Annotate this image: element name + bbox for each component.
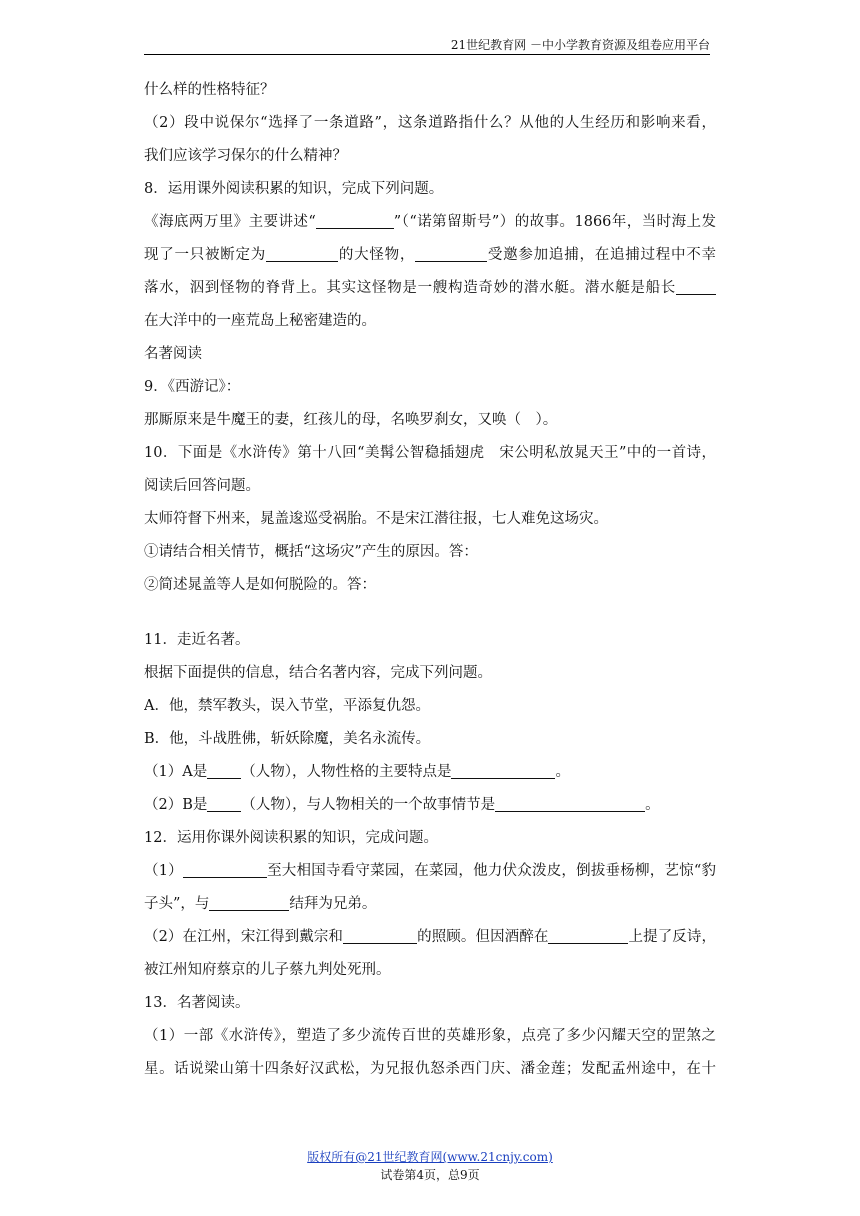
answer-blank[interactable]	[495, 795, 645, 812]
text-segment: ①请结合相关情节，概括“这场灾”产生的原因。答：	[144, 544, 478, 560]
answer-blank[interactable]	[207, 795, 241, 812]
page-header: 21世纪教育网 －中小学教育资源及组卷应用平台	[144, 36, 710, 55]
text-line	[144, 338, 716, 371]
text-segment: 受邀参加追捕，在追捕过程中不幸	[487, 247, 716, 263]
text-segment: 名著阅读	[144, 346, 202, 362]
text-line	[144, 107, 716, 140]
text-line	[144, 624, 716, 657]
answer-blank[interactable]	[183, 861, 267, 878]
text-segment: 太师符督下州来，晁盖逡巡受祸胎。不是宋江潜往报，七人难免这场灾。	[144, 511, 608, 527]
text-segment: 8．运用课外阅读积累的知识，完成下列问题。	[144, 181, 444, 197]
text-line	[144, 888, 716, 921]
text-line	[144, 789, 716, 822]
text-line	[144, 569, 716, 602]
text-line	[144, 657, 716, 690]
text-segment: 那厮原来是牛魔王的妻，红孩儿的母，名唤罗刹女，又唤（ ）。	[144, 412, 558, 428]
text-line	[144, 470, 716, 503]
page-number: 试卷第4页，总9页	[380, 1168, 480, 1182]
answer-blank[interactable]	[209, 894, 289, 911]
text-line	[144, 404, 716, 437]
text-segment: 的大怪物，	[338, 247, 416, 263]
text-segment: 子头”，与	[144, 896, 210, 912]
answer-blank[interactable]	[316, 212, 394, 229]
text-line	[144, 855, 716, 888]
text-line	[144, 987, 716, 1020]
text-line	[144, 536, 716, 569]
text-segment: 落水，泅到怪物的脊背上。其实这怪物是一艘构造奇妙的潜水艇。潜水艇是船长	[144, 280, 676, 296]
text-segment: 在大洋中的一座荒岛上秘密建造的。	[144, 313, 376, 329]
text-segment: 根据下面提供的信息，结合名著内容，完成下列问题。	[144, 665, 492, 681]
answer-blank[interactable]	[451, 762, 555, 779]
text-segment: 我们应该学习保尔的什么精神？	[144, 148, 347, 164]
text-segment: （1）一部《水浒传》，塑造了多少流传百世的英雄形象，点亮了多少闪耀天空的罡煞之	[144, 1028, 716, 1044]
text-segment: 10．下面是《水浒传》第十八回“美髯公智稳插翅虎 宋公明私放晁天王”中的一首诗，	[144, 445, 716, 461]
text-segment: 星。话说梁山第十四条好汉武松，为兄报仇怒杀西门庆、潘金莲；发配孟州途中，在十	[144, 1061, 716, 1077]
text-line	[144, 503, 716, 536]
text-segment: （2）B是	[144, 797, 208, 813]
text-segment: ”（“诺第留斯号”）的故事。1866年，当时海上发	[393, 214, 716, 230]
text-line	[144, 690, 716, 723]
text-segment: 被江州知府蔡京的儿子蔡九判处死刑。	[144, 962, 391, 978]
text-segment: 。	[645, 797, 660, 813]
answer-blank[interactable]	[676, 278, 716, 295]
text-line	[144, 371, 716, 404]
text-segment: 12．运用你课外阅读积累的知识，完成问题。	[144, 830, 438, 846]
text-segment: （1）	[144, 863, 183, 879]
text-segment: 什么样的性格特征？	[144, 82, 275, 98]
text-segment: 的照顾。但因酒醉在	[417, 929, 549, 945]
text-line	[144, 305, 716, 338]
answer-blank[interactable]	[266, 245, 338, 262]
paragraph-gap	[144, 602, 716, 624]
text-line	[144, 1020, 716, 1053]
copyright-link[interactable]: 版权所有@21世纪教育网(www.21cnjy.com)	[307, 1150, 553, 1164]
text-segment: ②简述晁盖等人是如何脱险的。答：	[144, 577, 376, 593]
text-segment: B．他，斗战胜佛，斩妖除魔，美名永流传。	[144, 731, 431, 747]
answer-blank[interactable]	[343, 927, 417, 944]
text-segment: （2）段中说保尔“选择了一条道路”，这条道路指什么？从他的人生经历和影响来看，	[144, 115, 716, 131]
text-segment: 。	[555, 764, 570, 780]
text-segment: （人物），与人物相关的一个故事情节是	[241, 797, 496, 813]
answer-blank[interactable]	[548, 927, 628, 944]
text-segment: （人物），人物性格的主要特点是	[241, 764, 452, 780]
answer-blank[interactable]	[207, 762, 241, 779]
text-line	[144, 723, 716, 756]
text-segment: （2）在江州，宋江得到戴宗和	[144, 929, 344, 945]
text-segment: 9．《西游记》：	[144, 379, 241, 395]
text-segment: 11．走近名著。	[144, 632, 250, 648]
text-line	[144, 954, 716, 987]
text-line	[144, 140, 716, 173]
text-segment: 结拜为兄弟。	[289, 896, 377, 912]
text-line	[144, 74, 716, 107]
text-line	[144, 1053, 716, 1086]
answer-blank[interactable]	[415, 245, 487, 262]
document-body	[144, 74, 716, 1086]
text-line	[144, 756, 716, 789]
text-segment: 上提了反诗，	[628, 929, 716, 945]
text-segment: 阅读后回答问题。	[144, 478, 260, 494]
text-line	[144, 173, 716, 206]
text-segment: 现了一只被断定为	[144, 247, 267, 263]
text-segment: 至大相国寺看守菜园，在菜园，他力伏众泼皮，倒拔垂杨柳，艺惊“豹	[266, 863, 716, 879]
text-line	[144, 437, 716, 470]
text-line	[144, 272, 716, 305]
text-segment: 《海底两万里》主要讲述“	[144, 214, 316, 230]
text-line	[144, 921, 716, 954]
text-segment: A．他，禁军教头，误入节堂，平添复仇怨。	[144, 698, 430, 714]
text-line	[144, 206, 716, 239]
text-segment: 13．名著阅读。	[144, 995, 250, 1011]
text-line	[144, 239, 716, 272]
text-line	[144, 822, 716, 855]
text-segment: （1）A是	[144, 764, 208, 780]
